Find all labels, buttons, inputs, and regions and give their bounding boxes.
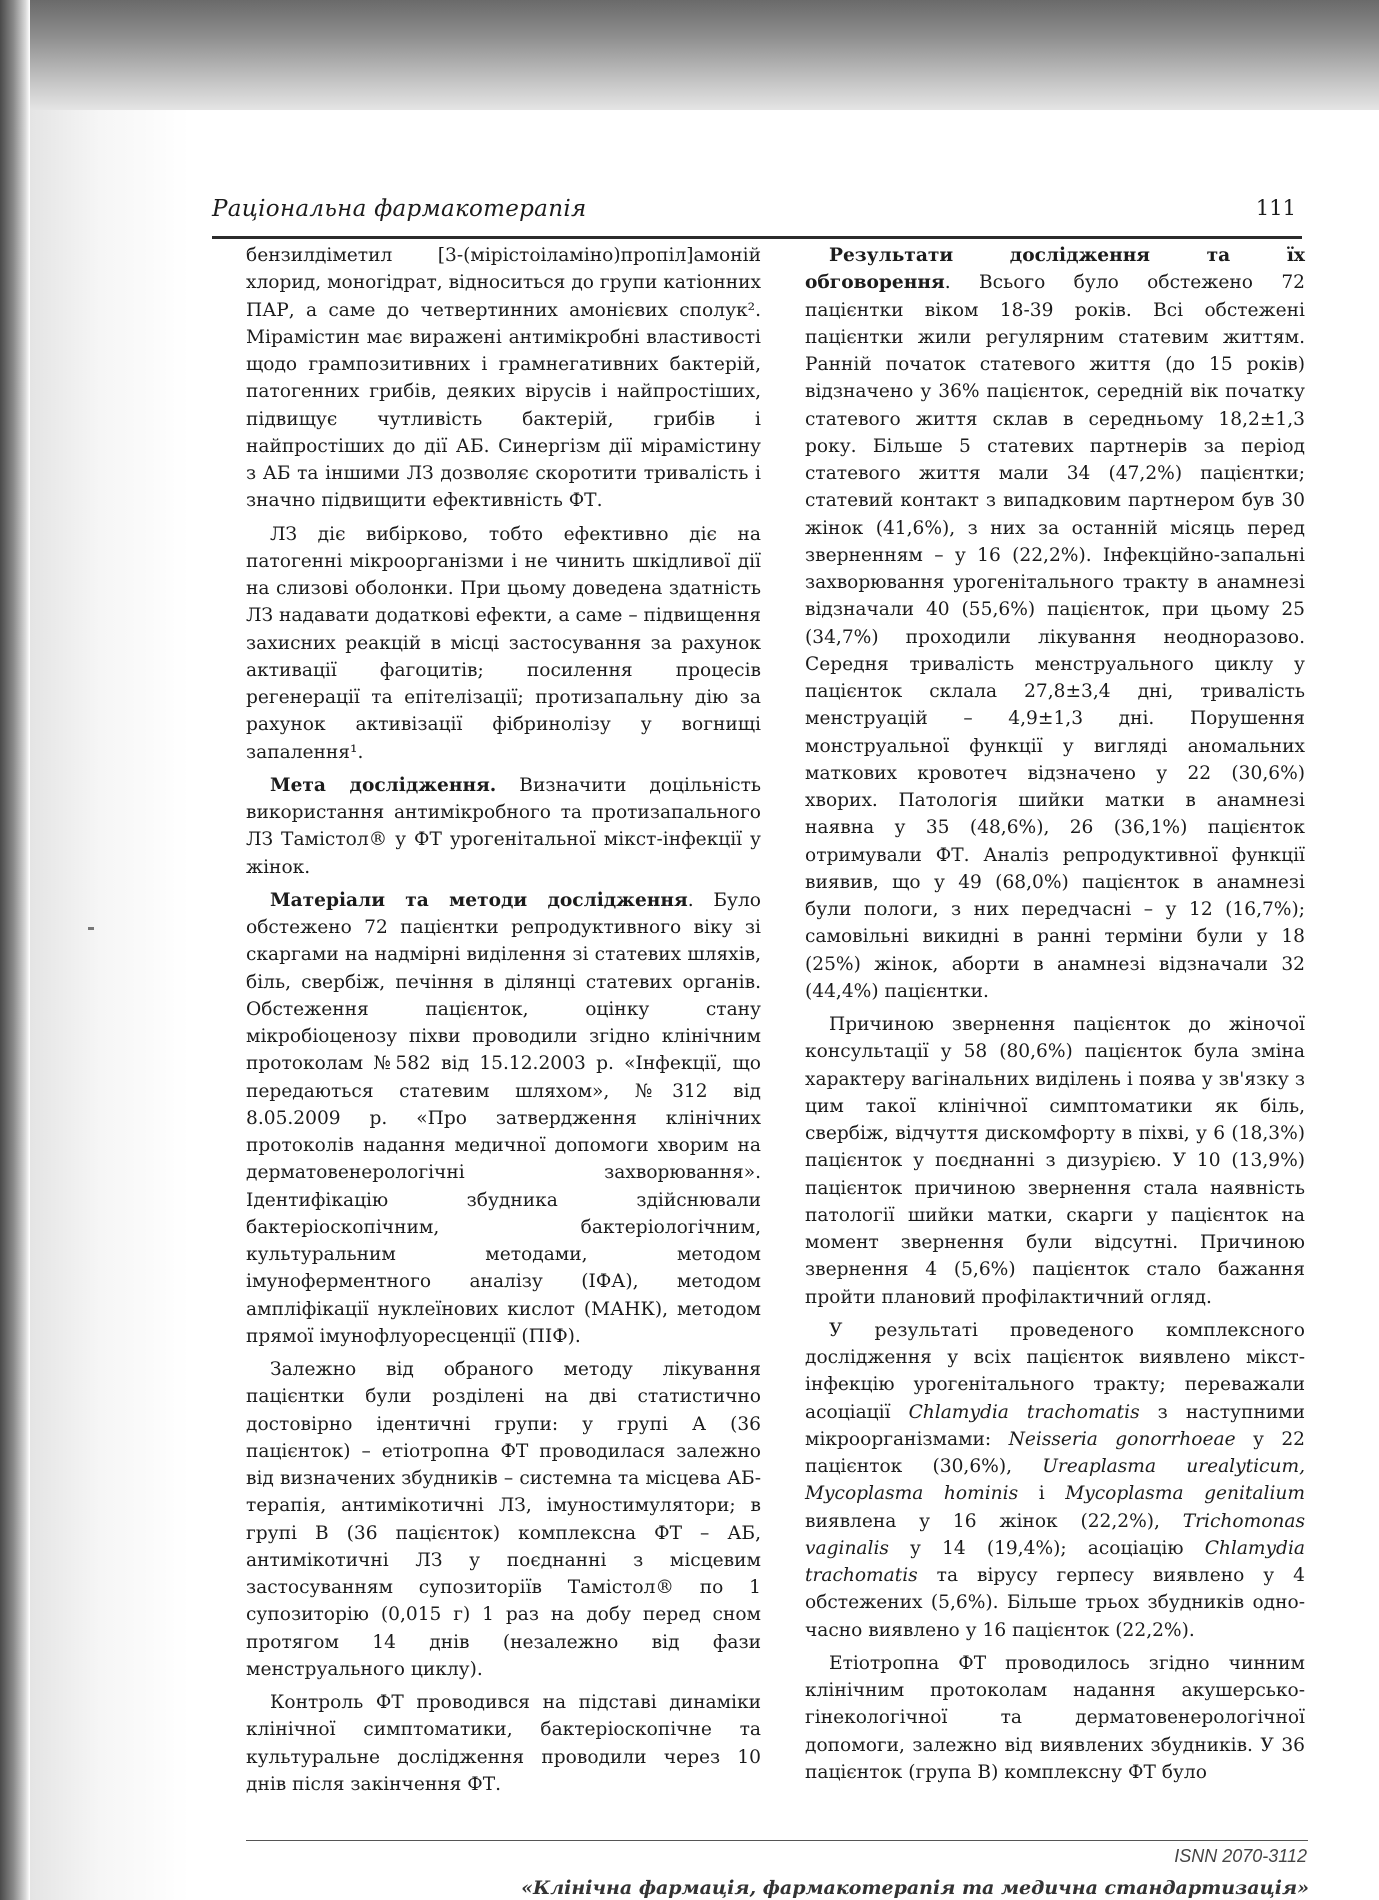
paragraph-methods [246, 887, 761, 1350]
species-name: Ureaplasma urealyticum, Mycoplasma hominis [805, 1456, 1305, 1505]
margin-mark [88, 927, 94, 930]
species-name: Mycoplasma genitalium [1065, 1483, 1305, 1505]
paragraph-miramistin: бензилдіметил [3-(мірістоіламіно)пропіл]амоній хлорид, моногідрат, відноситься до групи катіонних ПАР, а саме до четвертинних амонієвих сполук². Мірамістин має виражені антимікробні властивості щодо грампозитивних і грамнегативних бактерій, патогенних грибів, деяких вірусів і найпростіших, підвищує чутливість бактерій, грибів і найпростіших до дії АБ. Синергізм дії мірамістину з АБ та іншими ЛЗ дозволяє скоротити тривалість і значно підвищити ефективність ФТ. [246, 245, 761, 512]
scan-binding-shadow [0, 0, 30, 1900]
aim-heading: Мета дослідження. [270, 774, 497, 796]
right-column [805, 242, 1305, 1786]
species-name: Chlamydia trachomatis [805, 1537, 1305, 1586]
species-name: Trichomonas vaginalis [805, 1510, 1305, 1559]
methods-heading: Матеріали та методи дослідження [270, 889, 688, 911]
header-rule [212, 236, 1302, 239]
text-segment: з наступними мікроорганізмами: [805, 1401, 1305, 1450]
page-number: 111 [1255, 196, 1296, 220]
text-segment: виявлена у 16 жінок (22,2%), [805, 1510, 1183, 1532]
paragraph-control: Контроль ФТ проводився на підставі динаміки клінічної симптоматики, бактеріоскопічне та культуральне дослідження проводили через 10 днів після закінчення ФТ. [246, 1692, 761, 1795]
text-segment: і [1018, 1483, 1066, 1505]
paragraph-mixed-infection [805, 1317, 1305, 1644]
results-heading: Результати дослідження та їх обговорення [805, 245, 1305, 294]
section-title: Раціональна фармакотерапія [212, 196, 587, 222]
running-head [212, 196, 1302, 232]
paragraph-selectivity: ЛЗ діє вибірково, тобто ефективно діє на патогенні мікроорганізми і не чинить шкідливої дії на слизові оболонки. При цьому доведена здатність ЛЗ надавати додаткові ефекти, а саме – підвищення захисних реакцій в місці застосування за рахунок активації фагоцитів; посилення процесів регенерації та епітелізації; протизапальну дію за рахунок активізації фібринолізу у вогнищі запалення¹. [246, 523, 761, 763]
aim-text: Визначити доцільність використання антимікробного та протизапального ЛЗ Тамістол® у ФТ урогенітальної мікст-інфекції у жінок. [246, 774, 761, 878]
footer-rule [246, 1840, 1308, 1841]
species-name: Neisseria gonorrhoeae [1008, 1428, 1236, 1450]
text-segment: у 22 пацієнток (30,6%), [805, 1428, 1305, 1477]
journal-title: «Клінічна фармація, фармакотерапія та медична стандартизація» [521, 1877, 1309, 1899]
scan-top-shadow [0, 0, 1379, 122]
paragraph-reasons: Причиною звернення пацієнток до жіночої консультації у 58 (80,6%) пацієнток була зміна характеру вагінальних виділень і поява у зв'язку з цим такої клінічної симптоматики як біль, свербіж, відчуття дискомфорту в піхві, у 6 (18,3%) пацієнток у поєднанні з дизурією. У 10 (13,9%) пацієнток причиною звернення стала наявність патології шийки матки, скарги у пацієнток на момент звернення були відсутні. Причиною звернення 4 (5,6%) пацієнток стало бажання пройти плановий профілактичний огляд. [805, 1014, 1305, 1308]
methods-text: . Було обстежено 72 пацієнтки репродуктивного віку зі скаргами на надмірні виділення зі статевих шляхів, біль, свербіж, печіння в ділянці статевих органів. Обстеження пацієнток, оцінку стану мікробіоценозу піхви проводили згідно клінічним протоколам №582 від 15.12.2003 р. «Інфекції, що передаються статевим шляхом», №312 від 8.05.2009 р. «Про затвердження клінічних протоколів надання медичної допомоги хворим на дерматовенерологічні захворювання». Ідентифікацію збудника здійснювали бактеріоскопічним, бактеріологічним, культуральним методами, методом імуноферментного аналізу (ІФА), методом ампліфікації нуклеїнових кислот (МАНК), методом прямої імунофлуоресценції (ПІФ). [246, 889, 761, 1347]
paragraph-aim [246, 772, 761, 881]
paragraph-results [805, 242, 1305, 1005]
text-segment: у 14 (19,4%); асоціацію [888, 1537, 1205, 1559]
species-name: Chlamydia trachomatis [908, 1401, 1140, 1423]
paragraph-groups: Залежно від обраного методу лікування пацієнтки були розділені на дві статистично достовірно ідентичні групи: у групі А (36 пацієнток) – етіотропна ФТ проводилася залежно від визначених збудників – системна та місцева АБ-терапія, антимікотичні ЛЗ, імуностимулятори; в групі В (36 пацієнток) комплексна ФТ – АБ, антимікотичні ЛЗ у поєднанні з місцевим застосуванням супозиторіїв Тамістол® по 1 супозиторію (0,015 г) 1 раз на добу перед сном протягом 14 днів (незалежно від фази менструального циклу). [246, 1359, 761, 1680]
text-segment: та вірусу герпесу виявлено у 4 обстежених (5,6%). Більше трьох збудників одно-часно виявлено у 16 пацієнток (22,2%). [805, 1565, 1305, 1641]
text-segment: У результаті проведеного комплексного дослідження у всіх пацієнток виявлено мікст-інфекцію урогенітального тракту; переважали асоціації [805, 1319, 1305, 1423]
issn-label: ISNN 2070-3112 [1174, 1846, 1307, 1866]
paragraph-etiotropic: Етіотропна ФТ проводилось згідно чинним клінічним протоколам надання акушерсько-гінекологічної та дерматовенерологічної допомоги, залежно від виявлених збудників. У 36 пацієнток (група В) комплексну ФТ було [805, 1652, 1305, 1783]
left-column [246, 242, 761, 1798]
results-text: . Всього було обстежено 72 пацієнтки віком 18-39 років. Всі обстежені пацієнтки жили регулярним статевим життям. Ранній початок статевого життя (до 15 років) відзначено у 36% пацієнток, середній вік початку статевого життя склав в середньому 18,2±1,3 року. Більше 5 статевих партнерів за період статевого життя мали 34 (47,2%) пацієнтки; статевий контакт з випадковим партнером був 30 жінок (41,6%), з них за останній місяць перед зверненням – у 16 (22,2%). Інфекційно-запальні захворювання урогенітального тракту в анамнезі відзначали 40 (55,6%) пацієнток, при цьому 25 (34,7%) проходили лікування неодноразово. Середня тривалість менструального циклу у пацієнток склала 27,8±3,4 дні, тривалість менструацій – 4,9±1,3 дні. Порушення монструальної функції у вигляді аномальних маткових кровотеч відзначено у 22 (30,6%) хворих. Патологія шийки матки в анамнезі наявна у 35 (48,6%), 26 (36,1%) пацієнток отримували ФТ. Аналіз репродуктивної функції виявив, що у 49 (68,0%) пацієнток в анамнезі були пологи, з них передчасні – у 12 (16,7%); самовільні викидні в ранні терміни були у 18 (25%) жінок, аборти в анамнезі відзначали 32 (44,4%) пацієнтки. [805, 272, 1305, 1002]
